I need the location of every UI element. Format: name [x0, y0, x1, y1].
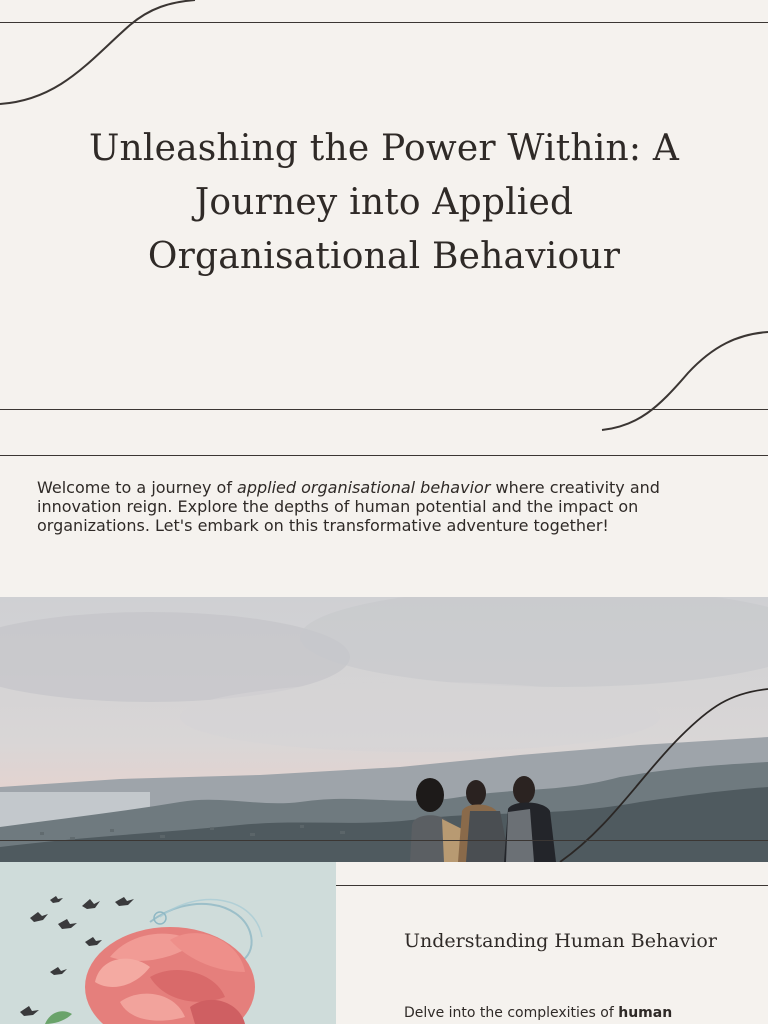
- intro-emphasis: applied organisational behavior: [237, 478, 491, 497]
- right-curve: [598, 328, 768, 434]
- section-body: [404, 1005, 672, 1021]
- intro-text-end: where creativity and innovation reign. Explore the depths of human potential and the impact on organizations. Let's embark on this transformative adventure together!: [37, 478, 660, 535]
- title-line-3: Organisational Behaviour: [147, 236, 621, 277]
- section-body-bold: human: [618, 1005, 673, 1021]
- landscape-photo: [0, 597, 768, 862]
- section-body-start: Delve into the complexities of: [404, 1005, 619, 1021]
- intro-text-start: Welcome to a journey of: [37, 478, 238, 497]
- photo-overlay-rule: [0, 840, 768, 841]
- section-heading: Understanding Human Behavior: [404, 930, 717, 952]
- top-left-curve: [0, 0, 200, 110]
- flower-artwork: [0, 862, 336, 1024]
- title-line-1: Unleashing the Power Within: A: [88, 128, 680, 169]
- page-title: [60, 122, 708, 284]
- title-line-2: Journey into Applied: [194, 182, 574, 223]
- hikers-silhouettes: [410, 776, 556, 862]
- intro-top-rule: [0, 455, 768, 456]
- intro-paragraph: [37, 478, 737, 535]
